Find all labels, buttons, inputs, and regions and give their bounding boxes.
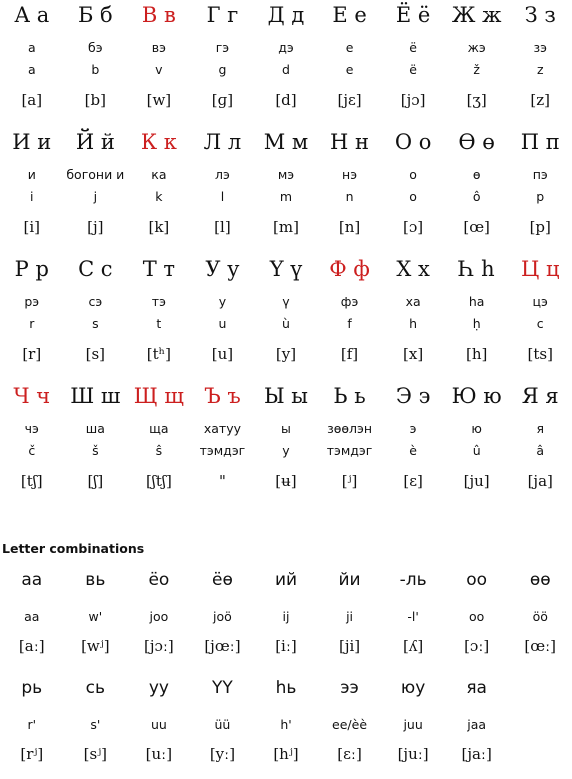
combination-romanization: joo <box>149 609 169 624</box>
letter-name: ы <box>281 421 291 436</box>
letter-name: ка <box>151 167 167 182</box>
letter-glyph: И и <box>12 130 52 154</box>
letter-ipa: [d] <box>275 91 297 109</box>
letter-glyph: К к <box>140 130 177 154</box>
letter-cell <box>508 0 572 127</box>
letter-name: я <box>536 421 544 436</box>
letter-romanization: è <box>409 443 417 458</box>
letter-glyph: Ө ө <box>458 130 495 154</box>
letter-glyph: Ж ж <box>451 3 502 27</box>
letter-glyph: М м <box>263 130 309 154</box>
combination-ipa: [œː] <box>524 637 557 655</box>
combination-romanization: s' <box>90 717 101 732</box>
letter-ipa: [tʰ] <box>146 345 171 363</box>
combination-ipa: [jɔː] <box>143 637 174 655</box>
letter-name: ха <box>405 294 421 309</box>
letter-cell <box>381 381 445 508</box>
letter-ipa: [a] <box>21 91 43 109</box>
letter-glyph: Т т <box>142 257 176 281</box>
combination-romanization: ee/èè <box>332 717 368 732</box>
letter-romanization: u <box>218 316 227 331</box>
combination-ipa: [jaː] <box>461 745 492 763</box>
letter-romanization: m <box>279 189 293 204</box>
letter-name: ша <box>85 421 105 436</box>
letter-ipa: [ɡ] <box>211 91 234 109</box>
letter-cell <box>381 0 445 127</box>
letter-glyph: Щ щ <box>133 384 184 408</box>
letter-name: лэ <box>215 167 230 182</box>
letter-name: ө <box>472 167 481 182</box>
letter-ipa: [x] <box>403 345 424 363</box>
combination-ipa: [uː] <box>145 745 173 763</box>
combination-ipa: [ji] <box>338 637 361 655</box>
letter-name: рэ <box>24 294 40 309</box>
letter-name: у <box>218 294 227 309</box>
combination-glyph: йи <box>338 570 361 590</box>
letter-cell <box>318 127 382 254</box>
letter-name: е <box>345 40 354 55</box>
combinations-heading: Letter combinations <box>2 541 145 556</box>
combination-romanization: ij <box>282 609 290 624</box>
combination-cell <box>191 563 255 671</box>
letter-glyph: Б б <box>77 3 113 27</box>
letter-glyph: Л л <box>203 130 242 154</box>
letter-ipa: [ɔ] <box>403 218 424 236</box>
letter-ipa: [ʉ] <box>275 472 297 490</box>
combination-ipa: [iː] <box>275 637 297 655</box>
letter-ipa: [ʲ] <box>341 472 358 490</box>
letter-glyph: Г г <box>206 3 239 27</box>
combination-glyph: ий <box>274 570 298 590</box>
letter-ipa: [b] <box>84 91 106 109</box>
letter-romanization: f <box>347 316 352 331</box>
letter-name: пэ <box>532 167 548 182</box>
letter-cell <box>191 127 255 254</box>
letter-ipa: [ju] <box>463 472 490 490</box>
letter-ipa: [r] <box>22 345 42 363</box>
letter-ipa: [ʒ] <box>466 91 487 109</box>
combination-glyph: ёо <box>148 570 170 590</box>
letter-romanization: j <box>93 189 98 204</box>
letter-ipa: [w] <box>146 91 172 109</box>
letter-ipa: [ʃ] <box>87 472 104 490</box>
letter-cell <box>508 381 572 508</box>
letter-glyph: Й й <box>75 130 115 154</box>
letter-glyph: П п <box>520 130 560 154</box>
combination-cell <box>445 563 509 671</box>
letter-name: сэ <box>88 294 103 309</box>
letter-glyph: Ү ү <box>269 257 303 281</box>
combination-glyph: аа <box>21 570 43 590</box>
letter-name: гэ <box>215 40 230 55</box>
letter-cell <box>64 127 128 254</box>
letter-romanization: ŝ <box>155 443 163 458</box>
letter-romanization: k <box>155 189 163 204</box>
letter-glyph: З з <box>524 3 556 27</box>
combination-cell <box>318 563 382 671</box>
letter-glyph: Р р <box>14 257 49 281</box>
letter-name: вэ <box>151 40 166 55</box>
letter-cell <box>64 381 128 508</box>
letter-romanization: l <box>220 189 225 204</box>
letter-cell <box>191 254 255 381</box>
letter-ipa: [tʃ] <box>20 472 43 490</box>
letter-glyph: У у <box>205 257 240 281</box>
letter-romanization: h <box>409 316 418 331</box>
letter-glyph: Х х <box>396 257 430 281</box>
combination-cell <box>64 563 128 671</box>
letter-name: мэ <box>277 167 295 182</box>
letter-name: ща <box>149 421 169 436</box>
letter-name: цэ <box>532 294 548 309</box>
letter-glyph: Д д <box>267 3 305 27</box>
letter-ipa: [œ] <box>463 218 490 236</box>
combination-ipa: [jœː] <box>204 637 241 655</box>
combination-glyph: рь <box>21 678 43 698</box>
letter-cell <box>0 0 64 127</box>
letter-cell <box>508 254 572 381</box>
letter-glyph: Ц ц <box>520 257 560 281</box>
letter-romanization: a <box>27 62 36 77</box>
combination-romanization: h' <box>280 717 292 732</box>
letter-romanization: û <box>472 443 481 458</box>
letter-cell <box>318 0 382 127</box>
combination-glyph: сь <box>85 678 106 698</box>
letter-glyph: С с <box>78 257 113 281</box>
letter-cell <box>445 381 509 508</box>
letter-romanization: ô <box>472 189 481 204</box>
combination-romanization: oo <box>469 609 485 624</box>
letter-glyph: Ё ё <box>395 3 431 27</box>
letter-cell <box>445 254 509 381</box>
letter-romanization: ž <box>473 62 480 77</box>
letter-ipa: [j] <box>87 218 104 236</box>
combination-ipa: [hʲ] <box>273 745 299 763</box>
combination-cell <box>0 563 64 671</box>
letter-name: а <box>27 40 36 55</box>
combination-cell <box>191 671 255 779</box>
combination-cell <box>127 563 191 671</box>
combination-romanization: r' <box>27 717 37 732</box>
letter-ipa: [f] <box>340 345 359 363</box>
letter-name: бэ <box>88 40 103 55</box>
letter-romanization: n <box>345 189 354 204</box>
letter-romanization: r <box>29 316 35 331</box>
combination-glyph: һь <box>275 678 297 698</box>
letter-cell <box>127 381 191 508</box>
combination-glyph: вь <box>85 570 106 590</box>
letter-glyph: В в <box>141 3 176 27</box>
letter-ipa: [u] <box>211 345 234 363</box>
letter-cell <box>381 127 445 254</box>
letter-romanization: v <box>155 62 163 77</box>
combination-glyph: уу <box>148 678 169 698</box>
letter-romanization: â <box>536 443 545 458</box>
combination-glyph: оо <box>466 570 488 590</box>
combination-glyph: ҮҮ <box>212 678 233 698</box>
letter-romanization: тэмдэг <box>326 443 373 458</box>
letter-cell <box>254 0 318 127</box>
combination-cell <box>381 671 445 779</box>
letter-ipa: [k] <box>148 218 170 236</box>
letter-cell <box>445 127 509 254</box>
letter-name: ю <box>471 421 482 436</box>
letter-name: нэ <box>342 167 358 182</box>
letter-ipa: [s] <box>85 345 106 363</box>
letter-name: дэ <box>278 40 294 55</box>
letter-glyph: Ы ы <box>263 384 309 408</box>
letter-ipa: " <box>218 472 226 490</box>
combination-romanization: jaa <box>467 717 487 732</box>
letter-cell <box>445 0 509 127</box>
letter-name: богони и <box>66 167 125 182</box>
combination-cell <box>64 671 128 779</box>
letter-ipa: [l] <box>214 218 231 236</box>
combination-cell <box>254 671 318 779</box>
letter-romanization: t <box>156 316 162 331</box>
letter-name: фэ <box>340 294 359 309</box>
letter-name: и <box>27 167 36 182</box>
combination-romanization: juu <box>403 717 423 732</box>
letter-name: хатуу <box>203 421 241 436</box>
letter-romanization: š <box>92 443 99 458</box>
letter-cell <box>508 127 572 254</box>
letter-ipa: [h] <box>465 345 488 363</box>
letter-glyph: Ф ф <box>329 257 370 281</box>
letter-cell <box>254 254 318 381</box>
letter-cell <box>127 0 191 127</box>
combination-ipa: [ɛː] <box>337 745 362 763</box>
letter-romanization: z <box>536 62 544 77</box>
letter-romanization: g <box>218 62 227 77</box>
letter-cell <box>254 127 318 254</box>
combination-cell <box>381 563 445 671</box>
letter-glyph: Һ һ <box>458 257 495 281</box>
letter-name: ү <box>282 294 290 309</box>
letter-cell <box>0 381 64 508</box>
letter-ipa: [i] <box>23 218 41 236</box>
letter-ipa: [jɛ] <box>337 91 362 109</box>
letter-ipa: [ts] <box>527 345 553 363</box>
combination-romanization: w' <box>88 609 103 624</box>
letter-cell <box>191 0 255 127</box>
combination-cell <box>127 671 191 779</box>
combination-cell <box>508 563 572 671</box>
combination-ipa: [aː] <box>18 637 45 655</box>
letter-cell <box>0 254 64 381</box>
letter-name: ё <box>409 40 417 55</box>
letter-ipa: [jɔ] <box>400 91 426 109</box>
combination-glyph: юу <box>400 678 426 698</box>
letter-combinations-table <box>0 563 572 779</box>
letter-ipa: [ʃtʃ] <box>145 472 172 490</box>
letter-romanization: тэмдэг <box>199 443 246 458</box>
letter-cell <box>64 0 128 127</box>
letter-romanization: i <box>30 189 34 204</box>
letter-glyph: Е е <box>332 3 367 27</box>
letter-glyph: О о <box>394 130 432 154</box>
letter-glyph: Ю ю <box>451 384 502 408</box>
letter-name: чэ <box>24 421 39 436</box>
letter-name: о <box>409 167 417 182</box>
letter-romanization: ë <box>409 62 417 77</box>
letter-glyph: Э э <box>395 384 431 408</box>
letter-cell <box>254 381 318 508</box>
letter-ipa: [m] <box>273 218 299 236</box>
letter-cell <box>64 254 128 381</box>
letter-glyph: Я я <box>521 384 559 408</box>
letter-romanization: e <box>345 62 354 77</box>
letter-cell <box>381 254 445 381</box>
combination-ipa: [juː] <box>397 745 429 763</box>
letter-glyph: Н н <box>330 130 370 154</box>
letter-romanization: b <box>91 62 100 77</box>
letter-cell <box>318 381 382 508</box>
combination-glyph: өө <box>529 570 551 590</box>
combination-ipa: [rʲ] <box>20 745 44 763</box>
letter-cell <box>0 127 64 254</box>
combination-cell <box>254 563 318 671</box>
letter-glyph: Ш ш <box>70 384 121 408</box>
combination-ipa: [sʲ] <box>83 745 108 763</box>
letter-glyph: Ъ ъ <box>204 384 241 408</box>
letter-name: зэ <box>533 40 547 55</box>
combination-glyph: ёө <box>212 570 233 590</box>
combination-romanization: joö <box>213 609 232 624</box>
combination-glyph: ээ <box>340 678 359 698</box>
combination-ipa: [wʲ] <box>81 637 110 655</box>
letter-cell <box>127 127 191 254</box>
letter-ipa: [z] <box>530 91 551 109</box>
combination-glyph: -ль <box>399 570 427 590</box>
combination-romanization: uu <box>150 717 167 732</box>
combination-glyph: яа <box>466 678 487 698</box>
letter-romanization: č <box>28 443 36 458</box>
letter-romanization: ù <box>282 316 290 331</box>
letter-ipa: [p] <box>529 218 551 236</box>
letter-romanization: c <box>536 316 544 331</box>
letter-romanization: p <box>536 189 545 204</box>
letter-romanization: ḥ <box>472 316 481 331</box>
combination-ipa: [ɔː] <box>464 637 490 655</box>
letter-name: тэ <box>151 294 166 309</box>
combination-cell <box>445 671 509 779</box>
letter-glyph: Ч ч <box>13 384 51 408</box>
letter-romanization: y <box>282 443 290 458</box>
letter-romanization: s <box>92 316 99 331</box>
letter-cell <box>318 254 382 381</box>
letter-glyph: Ь ь <box>333 384 366 408</box>
combination-romanization: -l' <box>407 609 419 624</box>
letter-ipa: [ja] <box>527 472 553 490</box>
letter-ipa: [n] <box>338 218 361 236</box>
combination-ipa: [yː] <box>209 745 236 763</box>
combination-romanization: ji <box>346 609 354 624</box>
combination-romanization: aa <box>24 609 40 624</box>
letter-cell <box>191 381 255 508</box>
letter-name: ha <box>468 294 485 309</box>
combination-cell <box>318 671 382 779</box>
letter-romanization: o <box>409 189 417 204</box>
combination-ipa: [ʎ] <box>403 637 424 655</box>
combination-romanization: öö <box>532 609 548 624</box>
letter-name: э <box>409 421 417 436</box>
letter-name: зөөлэн <box>327 421 373 436</box>
letter-cell <box>127 254 191 381</box>
letter-romanization: d <box>282 62 290 77</box>
letter-name: жэ <box>467 40 486 55</box>
letter-ipa: [ɛ] <box>403 472 423 490</box>
letter-ipa: [y] <box>275 345 297 363</box>
combination-cell <box>0 671 64 779</box>
combination-romanization: üü <box>214 717 231 732</box>
letter-glyph: А а <box>14 3 50 27</box>
